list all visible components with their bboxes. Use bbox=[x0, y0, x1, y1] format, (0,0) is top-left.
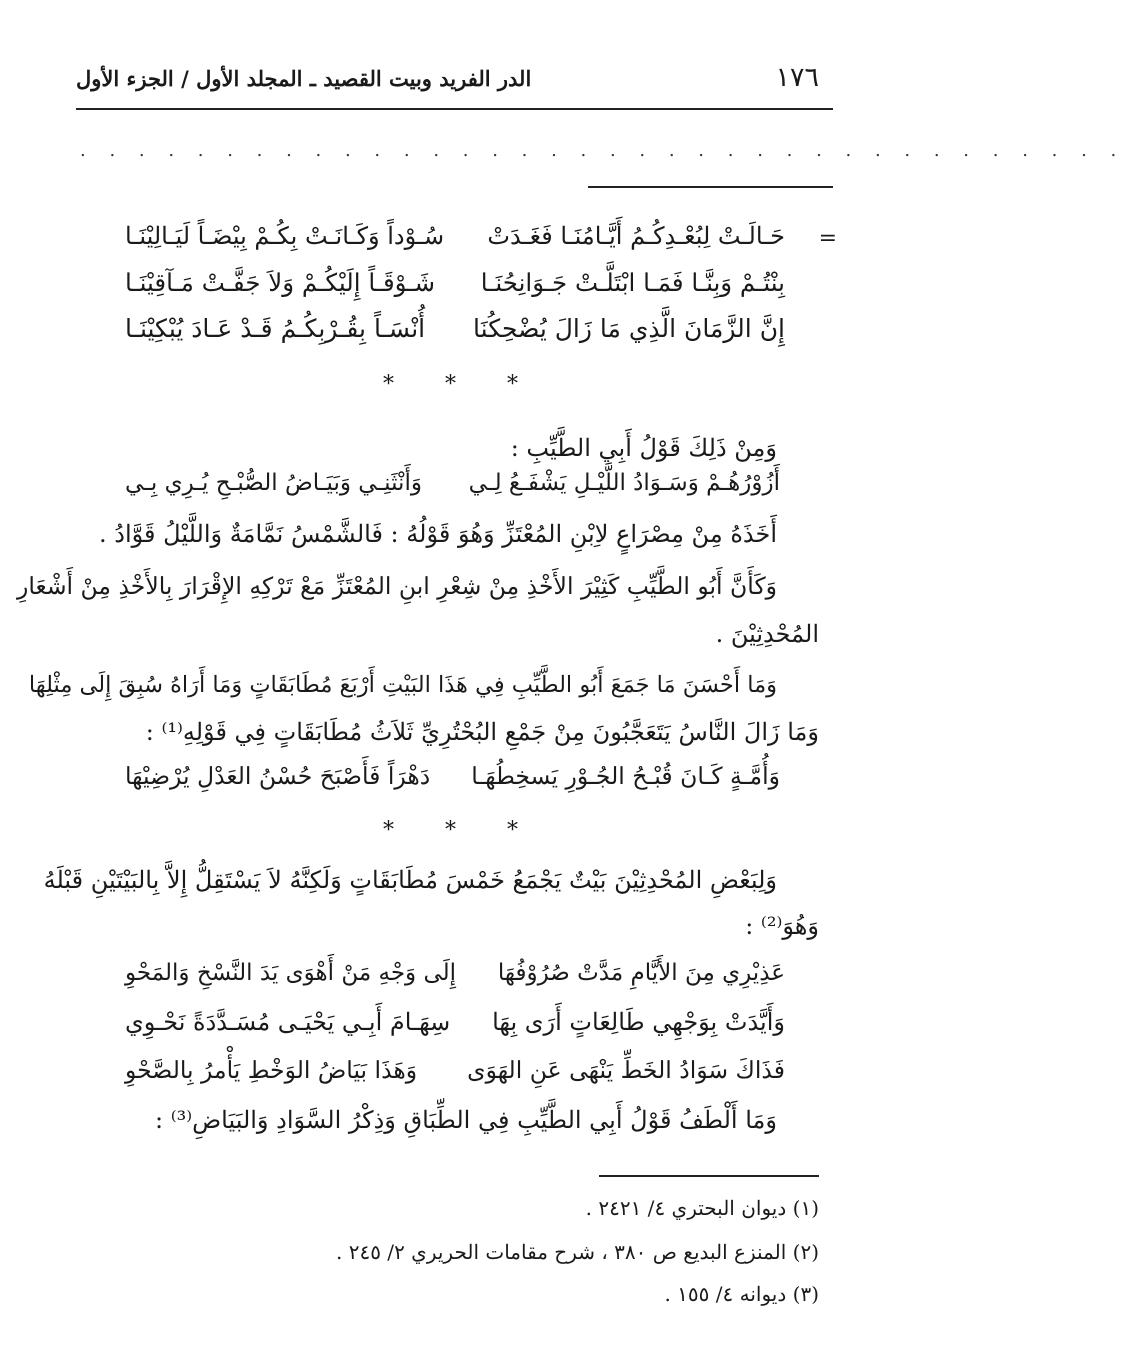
paragraph-line: المُحْدِثِيْنَ . bbox=[715, 620, 819, 648]
verse-second-hemistich: وَأَنْثَنِـي وَبَيَـاضُ الصُّبْـحِ يُـرِي بِـي bbox=[125, 470, 422, 496]
section-separator-stars: * * * bbox=[383, 372, 540, 397]
paragraph-line: وَمَا أَحْسَنَ مَا جَمَعَ أَبُو الطَّيِّبِ فِي هَذَا البَيْتِ أَرْبَعَ مُطَابَقَاتٍ وَمَا أَرَاهُ سُبِقَ إِلَى مِثْلِهَا bbox=[28, 672, 777, 698]
verse-line bbox=[125, 1008, 785, 1056]
verse-line bbox=[125, 960, 785, 1008]
footnote: (١) ديوان البحتري ٤/ ٢٤٢١ . bbox=[585, 1196, 819, 1220]
continuation-rule bbox=[588, 186, 833, 188]
verse-second-hemistich: سُـوْداً وَكَـانَـتْ بِكُـمْ بِيْضَـاً لَيَـالِيْنَـا bbox=[125, 222, 445, 250]
verse-line bbox=[125, 222, 785, 270]
verse-second-hemistich: أُنْسَـاً بِقُـرْبِكُـمُ قَـدْ عَـادَ يُبْكِيْنَـا bbox=[125, 314, 426, 343]
paragraph-line: وَمَا زَالَ النَّاسُ يَتَعَجَّبُونَ مِنْ جَمْعِ البُحْتُرِيِّ ثَلاَثُ مُطَابَقَاتٍ فِي قَوْلِهِ⁽¹⁾ : bbox=[145, 718, 819, 746]
verse-first-hemistich: بِنْتُـمْ وَبِنَّـا فَمَـا ابْتَلَّـتْ جَـوَانِحُنَـا bbox=[480, 268, 785, 297]
paragraph-line: وَكَأَنَّ أَبُو الطَّيِّبِ كَثِيْرَ الأَخْذِ مِنْ شِعْرِ ابنِ المُعْتَزِّ مَعْ تَرْكِهِ الإِقْرَارَ بِالأَخْذِ مِنْ أَشْعَارِ bbox=[16, 572, 777, 600]
page-number: ١٧٦ bbox=[775, 62, 819, 93]
verse-first-hemistich: أَزُوْرُهُـمْ وَسَـوَادُ اللَّيْـلِ يَشْفَـعُ لِـي bbox=[468, 470, 780, 496]
paragraph-line: وَهُوَ⁽²⁾ : bbox=[745, 912, 819, 940]
footnote: (٣) ديوانه ٤/ ١٥٥ . bbox=[664, 1282, 819, 1306]
verse-first-hemistich: فَذَاكَ سَوَادُ الخَطِّ يَنْهَى عَنِ الهَوَى bbox=[467, 1056, 785, 1084]
footnote-divider bbox=[599, 1175, 819, 1177]
header-divider bbox=[76, 108, 833, 110]
verse-line bbox=[125, 268, 785, 316]
intro-line: وَمِنْ ذَلِكَ قَوْلُ أَبِي الطَّيِّبِ : bbox=[510, 434, 777, 462]
verse-second-hemistich: شَـوْقَـاً إِلَيْكُـمْ وَلاَ جَفَّـتْ مَـآقِيْنَـا bbox=[125, 268, 436, 297]
verse-line bbox=[125, 762, 780, 810]
verse-second-hemistich: سِهَـامَ أَبِـي يَحْيَـى مُسَـدَّدَةً نَحْـوِي bbox=[125, 1008, 451, 1036]
verse-first-hemistich: وَأُمَّـةٍ كَـانَ قُبْـحُ الجُـوْرِ يَسخِطُهَـا bbox=[471, 762, 780, 790]
section-separator-stars: * * * bbox=[383, 818, 540, 843]
verse-line bbox=[125, 1056, 785, 1104]
dotted-separator: . . . . . . . . . . . . . . . . . . . . . . . . . . . . . . . . . . . . bbox=[80, 140, 1125, 161]
paragraph-line: وَمَا أَلْطَفُ قَوْلُ أَبِي الطَّيِّبِ فِي الطِّبَاقِ وَذِكْرُ السَّوَادِ وَالبَيَاضِ⁽³⁾ : bbox=[155, 1106, 777, 1134]
verse-first-hemistich: وَأَيَّدَتْ بِوَجْهِي طَالِعَاتٍ أَرَى بِهَا bbox=[492, 1008, 785, 1036]
verse-first-hemistich: حَـالَـتْ لِبُعْـدِكُـمُ أَيَّـامُنَـا فَغَـدَتْ bbox=[487, 222, 785, 250]
paragraph-line: وَلِبَعْضِ المُحْدِثِيْنَ بَيْتٌ يَجْمَعُ خَمْسَ مُطَابَقَاتٍ وَلَكِنَّهُ لاَ يَسْتَقِلُّ إِلاَّ بِالبَيْتَيْنِ قَبْلَهُ bbox=[43, 866, 777, 894]
verse-second-hemistich: إِلَى وَجْهِ مَنْ أَهْوَى يَدَ النَّسْخِ وَالمَحْوِ bbox=[125, 960, 457, 986]
paragraph-line: أَخَذَهُ مِنْ مِصْرَاعٍ لاِبْنِ المُعْتَزِّ وَهُوَ قَوْلُهُ : فَالشَّمْسُ نَمَّامَةٌ وَاللَّيْلُ قَوَّادُ . bbox=[99, 520, 777, 548]
verse-line bbox=[125, 314, 785, 362]
verse-line bbox=[125, 470, 780, 518]
verse-second-hemistich: دَهْرَاً فَأَصْبَحَ حُسْنُ العَدْلِ يُرْضِيْهَا bbox=[125, 762, 431, 790]
running-title: الدر الفريد وبيت القصيد ـ المجلد الأول / الجزء الأول bbox=[76, 66, 532, 91]
verse-second-hemistich: وَهَذَا بَيَاضُ الوَخْطِ يَأْمرُ بِالصَّحْوِ bbox=[125, 1056, 418, 1084]
verse-first-hemistich: عَذِيْرِي مِنَ الأَيَّامِ مَدَّتْ صُرُوْفُهَا bbox=[497, 960, 785, 986]
verse-first-hemistich: إِنَّ الزَّمَانَ الَّذِي مَا زَالَ يُضْحِكُنَا bbox=[473, 314, 785, 343]
footnote: (٢) المنزع البديع ص ٣٨٠ ، شرح مقامات الحريري ٢/ ٢٤٥ . bbox=[336, 1240, 819, 1264]
continuation-mark: = bbox=[818, 226, 837, 251]
